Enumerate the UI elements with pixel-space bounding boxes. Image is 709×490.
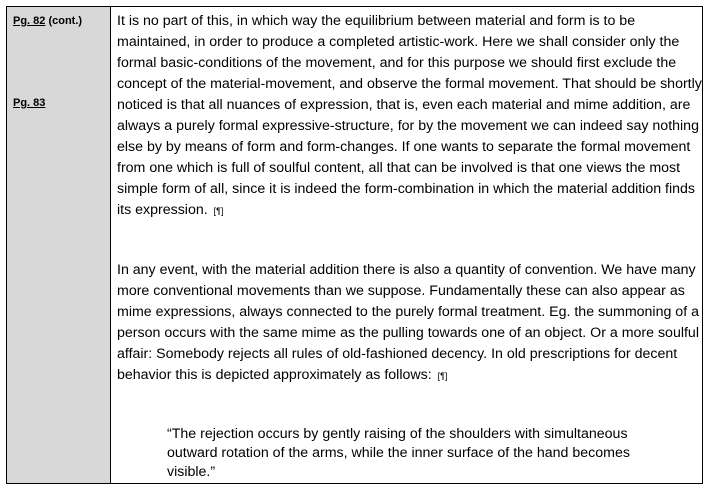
page-ref-82-label: Pg. 82 [13, 15, 46, 27]
page-ref-82 [13, 15, 82, 27]
pilcrow-mark: [¶] [437, 371, 448, 381]
text-table [6, 6, 703, 484]
paragraph-2-text: In any event, with the material addition there is also a quantity of convention. We have many more conventional movements than we suppose. Fundamentally these can also appear as mime expressions, always connected to the purely formal treatment. Eg. the summoning of a person occurs with the same mime as the pulling towards one of an object. Or a more soulful affair: Somebody rejects all rules of old-fashioned decency. In old prescriptions for decent behavior this is depicted approximately as follows: [117, 262, 699, 383]
page-ref-83-label: Pg. 83 [13, 97, 46, 109]
block-quote: “The rejection occurs by gently raising of the shoulders with simultaneous outward rotation of the arms, while the inner surface of the hand becomes visible.” [167, 426, 630, 480]
page-ref-83 [13, 97, 45, 109]
pilcrow-mark: [¶] [213, 206, 224, 216]
paragraph-1 [117, 11, 703, 222]
text-column [111, 7, 702, 483]
paragraph-1-text: It is no part of this, in which way the equilibrium between material and form is to be maintained, in order to produce a completed artistic-work. Here we shall consider only the formal basic-conditions of the movement, and for this purpose we should first exclude the concept of the material-movement, and observe the formal movement. That should be shortly noticed is that all nuances of expression, that is, even each material and mime addition, are always a purely formal expressive-structure, for by the movement we can indeed say nothing else by by means of form and form-changes. If one wants to separate the formal movement from one which is full of soulful content, all that can be involved is that one views the most simple form of all, since it is indeed the form-combination in which the material addition finds its expression. [117, 13, 702, 218]
paragraph-2 [117, 260, 703, 387]
page-reference-column [7, 7, 111, 483]
page-ref-82-suffix: (cont.) [45, 15, 83, 27]
